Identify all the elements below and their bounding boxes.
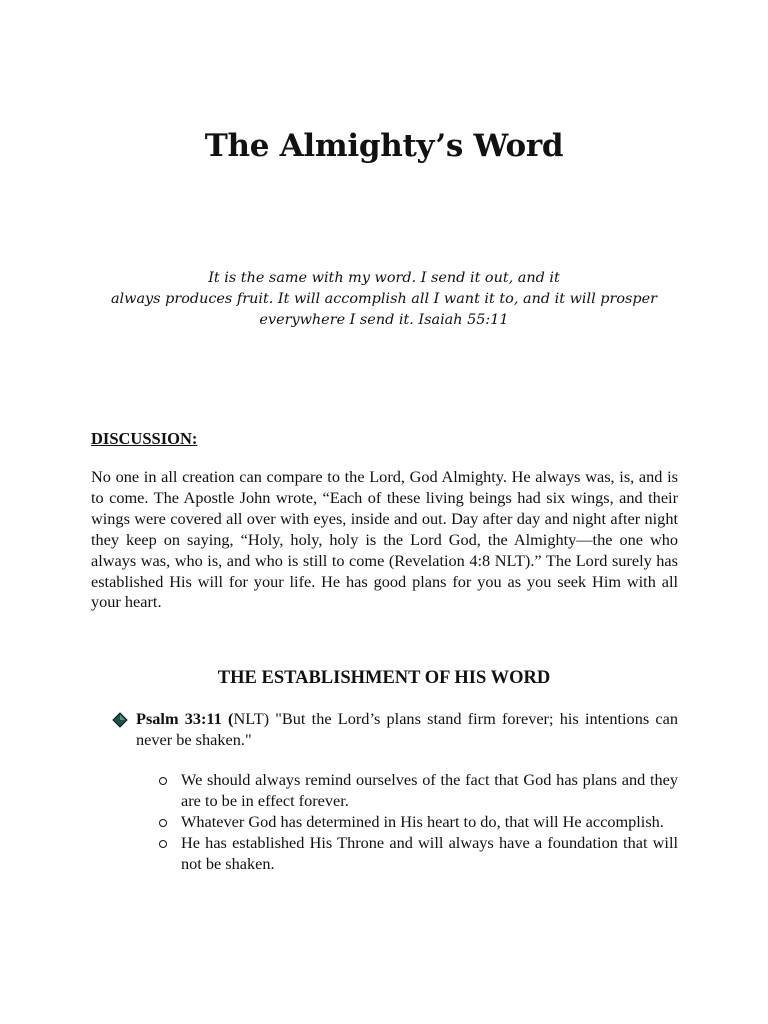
diamond-bullet-icon (112, 712, 128, 728)
quote-line: always produces fruit. It will accomplish all I want it to, and it will prosper (110, 291, 658, 307)
hollow-circle-bullet-icon (159, 819, 167, 827)
quote-line: everywhere I send it. Isaiah 55:11 (259, 312, 509, 328)
list-item-text: Whatever God has determined in His heart to do, that will He accomplish. (181, 811, 664, 831)
psalm-verse: NLT) "But the Lord’s plans stand firm forever; his intentions can never be shaken." (136, 709, 678, 749)
quote-line: It is the same with my word. I send it out, and it (208, 270, 560, 286)
discussion-heading: DISCUSSION: (91, 429, 198, 448)
discussion-paragraph: No one in all creation can compare to the Lord, God Almighty. He always was, is, and is to come. The Apostle John wrote, “Each of these living beings had six wings, and their wings were covered all over with eyes, inside and out. Day after day and night after night they keep on saying, “Holy, holy, holy is the Lord God, the Almighty—the one who always was, who is, and who is still to come (Revelation 4:8 NLT).” The Lord surely has established His will for your life. He has good plans for you as you seek Him with all your heart. (91, 467, 678, 612)
section-heading: THE ESTABLISHMENT OF HIS WORD (217, 668, 551, 688)
scripture-quote (96, 268, 672, 331)
psalm-list-item (112, 709, 678, 751)
hollow-circle-bullet-icon (159, 777, 167, 785)
list-item-text: He has established His Throne and will always have a foundation that will not be shaken. (181, 832, 678, 873)
psalm-open-paren: ( (221, 709, 234, 728)
list-item (159, 770, 678, 812)
list-item-text: We should always remind ourselves of the fact that God has plans and they are to be in effect forever. (181, 770, 678, 810)
hollow-circle-bullet-icon (159, 840, 167, 848)
psalm-reference: Psalm 33:11 (136, 709, 222, 728)
list-item (159, 812, 678, 833)
list-item (159, 833, 678, 875)
page-title: The Almighty’s Word (204, 128, 564, 164)
sub-point-list (159, 770, 678, 875)
psalm-text (136, 709, 678, 751)
